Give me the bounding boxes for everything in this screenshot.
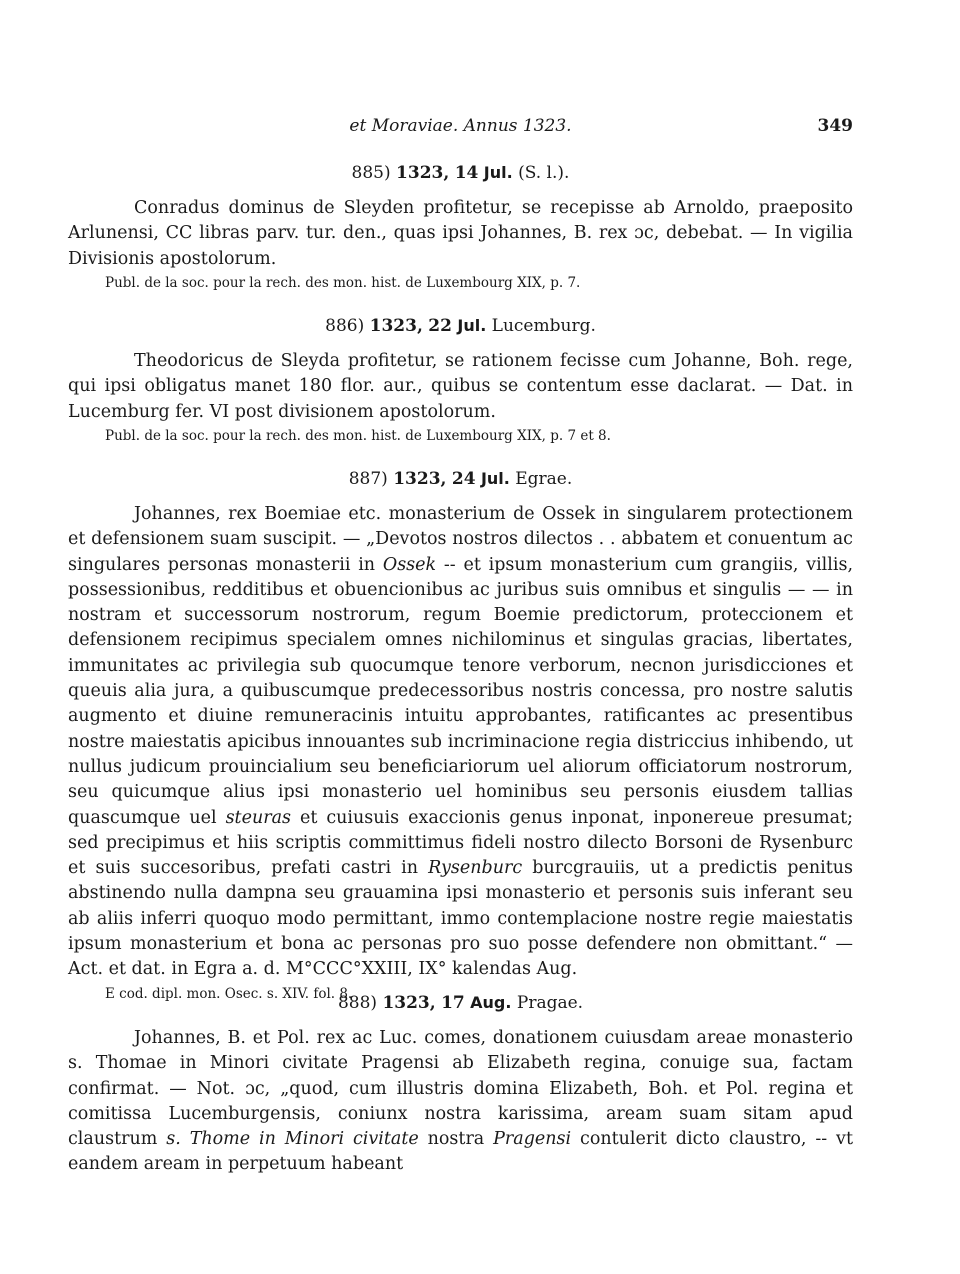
italic-place-name: Ossek — [382, 554, 437, 575]
entry-text: Theodoricus de Sleyda profitetur, se rationem fecisse cum Johanne, Boh. rege, qui ipsi obligatus manet 180 flor. aur., quibus se contentum esse daclarat. — Dat. in Lucemburg fer. VI post divisionem apostolorum. — [68, 351, 853, 422]
entry-place: Lucemburg. — [491, 316, 596, 336]
text-segment: -- et ipsum monasterium cum grangiis, villis, possessionibus, redditibus et obuencionibus ac juribus suis omnibus et singulis — — in nostram et successorum nostrorum, regum Boemie predictorum, proteccionem et defensionem recipimus specialem omnes nichilominus et singulas gracias, libertates, immunitates ac privilegia sub quocumque tenore verborum, necnon jurisdicciones et queuis alia jura, a quibuscumque predecessoribus nostris concessa, pro nostre salutis augmento et diuine remuneracinis intuitu approbantes, ratificantes ac presentibus nostre maiestatis apicibus innouantes sub incriminacione regia districcius inhibendo, ut nullus judicum prouincialium seu beneficiariorum uel aliorum officiatorum nostrorum, seu quicumque alius ipsi monasterio uel hominibus seu personis eiusdem tallias quascumque uel — [68, 554, 854, 828]
entry-year: 1323, — [382, 993, 436, 1013]
entry-month: Jul. — [457, 316, 487, 335]
entry-day: 22 — [428, 316, 452, 336]
entry-place: Egrae. — [515, 469, 573, 489]
italic-place-name: s. Thome in Minori civitate — [166, 1129, 419, 1150]
entry-886 — [68, 313, 853, 447]
entry-place: Pragae. — [516, 993, 584, 1013]
source-note: Publ. de la soc. pour la rech. des mon. hist. de Luxembourg XIX, p. 7 et 8. — [105, 427, 611, 444]
running-title: et Moraviae. Annus 1323. — [349, 116, 572, 136]
entry-number: 886) — [325, 316, 365, 336]
entry-day: 17 — [441, 993, 465, 1013]
text-segment: et cuiusuis exaccionis genus inponat, inponereue presumat; sed precipimus et hiis scriptis committimus fideli nostro dilecto Borsoni de Rysenburc et suis succesoribus, prefati castri in — [68, 807, 853, 879]
entry-text — [68, 502, 853, 983]
text-segment: Johannes, B. et Pol. rex ac Luc. comes, donationem cuiusdam areae monasterio s. Thomae in Minori civitate Pragensi ab Elizabeth regina, conuige sua, factam confirmat. — Not. ɔc, „quod, cum illustris domina Elizabeth, Boh. et Pol. regina et comitissa Lucemburgensis, coniunx nostra karissima, aream suam sitam apud claustrum — [68, 1028, 853, 1150]
entry-text — [68, 1026, 853, 1178]
entry-text: Conradus dominus de Sleyden profitetur, se recepisse ab Arnoldo, praeposito Arlunensi, CC libras parv. tur. den., quas ipsi Johannes, B. rex ɔc, debebat. — In vigilia Divisionis apostolorum. — [68, 198, 853, 269]
text-segment: nostra — [418, 1129, 494, 1150]
text-segment: contulerit dicto claustro, -- vt eandem aream in perpetuum habeant — [68, 1129, 853, 1175]
entry-heading — [68, 990, 853, 1016]
page-header — [68, 116, 853, 142]
entry-month: Jul. — [483, 163, 513, 182]
entry-place: (S. l.). — [518, 163, 570, 183]
italic-place-name: Pragensi — [493, 1129, 572, 1150]
entry-year: 1323, — [369, 316, 423, 336]
entry-month: Jul. — [480, 469, 510, 488]
entry-heading — [68, 160, 853, 186]
entry-day: 14 — [454, 163, 479, 183]
source-note: E cod. dipl. mon. Osec. s. XIV. fol. 8. — [105, 985, 353, 1002]
italic-term: steuras — [225, 807, 291, 828]
entry-year: 1323, — [396, 163, 450, 183]
source-note: Publ. de la soc. pour la rech. des mon. hist. de Luxembourg XIX, p. 7. — [105, 274, 581, 291]
entry-heading — [68, 313, 853, 339]
entry-887 — [68, 466, 853, 1005]
entry-month: Aug. — [470, 993, 512, 1012]
entry-number: 888) — [337, 993, 378, 1013]
entry-885 — [68, 160, 853, 294]
text-segment: burcgrauiis, ut a predictis penitus abstinendo nulla dampna seu grauamina ipsi monasterio et personis suis inferant seu ab aliis inferri quoquo modo permittant, immo contemplacione nostre regie maiestatis ipsum monasterium et bona ac personas pro suo posse defendere non obmittant.“ — Act. et dat. in Egra a. d. M°CCC°XXIII, IX° kalendas Aug. — [68, 858, 854, 980]
entry-888 — [68, 990, 853, 1178]
entry-heading — [68, 466, 853, 492]
entry-number: 887) — [348, 469, 388, 489]
entry-number: 885) — [351, 163, 391, 183]
text-segment: Johannes, rex Boemiae etc. monasterium de Ossek in singularem protectionem et defensionem suam suscipit. — „Devotos nostros dilectos . . abbatem et conuentum ac singulares personas monasterii in — [68, 504, 853, 575]
page-number: 349 — [817, 116, 853, 136]
italic-place-name: Rysenburc — [428, 858, 523, 879]
entry-year: 1323, — [393, 469, 447, 489]
entry-day: 24 — [451, 469, 476, 489]
